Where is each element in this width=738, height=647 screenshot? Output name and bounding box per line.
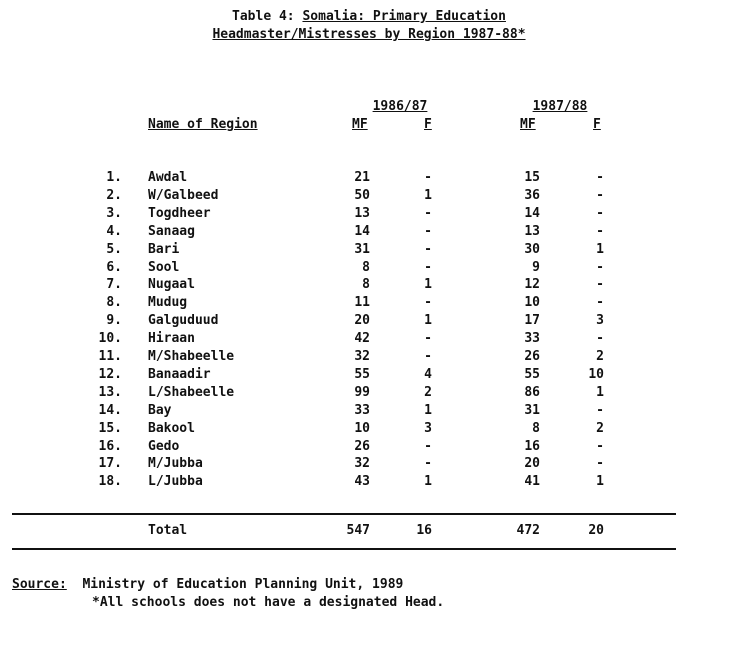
year-header-1986-87: 1986/87 <box>372 99 428 114</box>
table-row <box>0 367 738 385</box>
mf-1986-value: 11 <box>354 295 370 311</box>
f-1986-value: 4 <box>424 366 432 382</box>
row-number: 17. <box>98 456 122 472</box>
region-name: M/Shabeelle <box>148 349 235 364</box>
mf-1986-value: 13 <box>354 205 370 221</box>
mf-1986-value: 31 <box>354 241 370 257</box>
f-1987-value: - <box>596 277 604 293</box>
f-1987-value: - <box>596 205 604 221</box>
mf-1986-value: 33 <box>354 402 370 418</box>
f-1986-value: 1 <box>424 474 432 490</box>
mf-1987-value: 33 <box>524 331 540 347</box>
year-header-1987-88: 1987/88 <box>532 99 588 114</box>
row-number: 6. <box>106 259 122 275</box>
table-row <box>0 474 738 492</box>
region-name: Awdal <box>148 170 188 185</box>
mf-1987-value: 41 <box>524 474 540 490</box>
mf-1987-value: 8 <box>532 420 540 436</box>
mf-1987-value: 9 <box>532 259 540 275</box>
total-bottom-rule <box>12 548 676 550</box>
table-row <box>0 188 738 206</box>
f-1987-value: - <box>596 295 604 311</box>
mf-1986-value: 8 <box>362 277 370 293</box>
mf-1987-value: 86 <box>524 384 540 400</box>
f-1987-value: - <box>596 456 604 472</box>
region-name: W/Galbeed <box>148 187 219 203</box>
total-top-rule <box>12 513 676 515</box>
row-number: 4. <box>106 223 122 239</box>
f-1987-value: - <box>596 187 604 203</box>
mf-column-header-1987: MF <box>520 117 536 132</box>
row-number: 8. <box>106 295 122 311</box>
f-1986-value: - <box>424 349 432 364</box>
f-1986-value: - <box>424 205 432 221</box>
mf-1986-value: 10 <box>354 420 370 436</box>
f-1986-value: - <box>424 295 432 311</box>
table-row <box>0 206 738 224</box>
table-row <box>0 242 738 260</box>
table-row <box>0 277 738 295</box>
region-name: Banaadir <box>148 366 211 382</box>
mf-1986-value: 42 <box>354 331 370 347</box>
region-name: Sool <box>148 259 180 275</box>
f-1987-value: 1 <box>596 384 604 400</box>
f-1986-value: 1 <box>424 187 432 203</box>
mf-1987-value: 13 <box>524 223 540 239</box>
table-row <box>0 313 738 331</box>
f-1987-value: - <box>596 331 604 347</box>
table-row <box>0 349 738 367</box>
f-1986-value: 3 <box>424 420 432 436</box>
region-name: Galguduud <box>148 313 219 329</box>
mf-1987-value: 20 <box>524 456 540 472</box>
row-number: 16. <box>98 438 122 454</box>
row-number: 12. <box>98 366 122 382</box>
total-f-1986: 16 <box>416 523 432 538</box>
total-mf-1987: 472 <box>516 523 540 538</box>
mf-1986-value: 32 <box>354 456 370 472</box>
total-row <box>0 523 738 541</box>
f-1987-value: - <box>596 402 604 418</box>
region-name: Togdheer <box>148 205 211 221</box>
mf-1986-value: 14 <box>354 223 370 239</box>
table-number: Table 4: <box>232 9 295 24</box>
f-1987-value: 3 <box>596 313 604 329</box>
mf-1986-value: 20 <box>354 313 370 329</box>
mf-1986-value: 21 <box>354 170 370 185</box>
region-name: Bari <box>148 241 180 257</box>
total-mf-1986: 547 <box>346 523 370 538</box>
f-1986-value: 1 <box>424 313 432 329</box>
source-text: Ministry of Education Planning Unit, 1989 <box>82 577 404 592</box>
f-1987-value: 1 <box>596 241 604 257</box>
row-number: 9. <box>106 313 122 329</box>
row-number: 13. <box>98 384 122 400</box>
total-label: Total <box>148 523 188 538</box>
mf-1987-value: 30 <box>524 241 540 257</box>
table-title <box>0 9 738 24</box>
table-title-subject: Somalia: Primary Education <box>302 9 506 24</box>
footnote: *All schools does not have a designated Head. <box>92 595 445 610</box>
row-number: 5. <box>106 241 122 257</box>
mf-1987-value: 12 <box>524 277 540 293</box>
region-name: Mudug <box>148 295 188 311</box>
region-name: Sanaag <box>148 223 195 239</box>
mf-1986-value: 50 <box>354 187 370 203</box>
mf-1987-value: 16 <box>524 438 540 454</box>
f-1987-value: 1 <box>596 474 604 490</box>
mf-1987-value: 55 <box>524 366 540 382</box>
f-1986-value: - <box>424 170 432 185</box>
row-number: 7. <box>106 277 122 293</box>
f-1987-value: - <box>596 438 604 454</box>
mf-1987-value: 31 <box>524 402 540 418</box>
mf-1987-value: 10 <box>524 295 540 311</box>
table-row <box>0 421 738 439</box>
f-1986-value: 1 <box>424 402 432 418</box>
mf-1986-value: 32 <box>354 349 370 364</box>
region-column-header: Name of Region <box>148 117 258 132</box>
mf-1986-value: 43 <box>354 474 370 490</box>
f-1986-value: 2 <box>424 384 432 400</box>
f-1986-value: - <box>424 259 432 275</box>
source-label: Source: <box>12 577 67 592</box>
f-1986-value: 1 <box>424 277 432 293</box>
row-number: 1. <box>106 170 122 185</box>
table-row <box>0 403 738 421</box>
mf-1986-value: 26 <box>354 438 370 454</box>
region-name: M/Jubba <box>148 456 203 472</box>
row-number: 11. <box>98 349 122 364</box>
table-row <box>0 170 738 188</box>
row-number: 15. <box>98 420 122 436</box>
mf-1986-value: 55 <box>354 366 370 382</box>
mf-1987-value: 26 <box>524 349 540 364</box>
source-note <box>12 577 403 592</box>
row-number: 18. <box>98 474 122 490</box>
f-column-header-1987: F <box>593 117 601 132</box>
mf-column-header-1986: MF <box>352 117 368 132</box>
table-subtitle: Headmaster/Mistresses by Region 1987-88* <box>212 27 526 42</box>
mf-1987-value: 36 <box>524 187 540 203</box>
table-row <box>0 456 738 474</box>
total-f-1987: 20 <box>588 523 604 538</box>
f-1986-value: - <box>424 241 432 257</box>
table-row <box>0 385 738 403</box>
f-column-header-1986: F <box>424 117 432 132</box>
f-1987-value: - <box>596 223 604 239</box>
f-1986-value: - <box>424 456 432 472</box>
region-name: Nugaal <box>148 277 195 293</box>
table-row <box>0 295 738 313</box>
f-1987-value: - <box>596 170 604 185</box>
mf-1987-value: 14 <box>524 205 540 221</box>
mf-1987-value: 15 <box>524 170 540 185</box>
f-1987-value: 2 <box>596 349 604 364</box>
region-name: Bakool <box>148 420 195 436</box>
region-name: L/Jubba <box>148 474 203 490</box>
f-1987-value: 10 <box>588 366 604 382</box>
row-number: 10. <box>98 331 122 347</box>
f-1987-value: - <box>596 259 604 275</box>
row-number: 3. <box>106 205 122 221</box>
f-1986-value: - <box>424 331 432 347</box>
table-row <box>0 439 738 457</box>
row-number: 2. <box>106 187 122 203</box>
f-1986-value: - <box>424 438 432 454</box>
f-1987-value: 2 <box>596 420 604 436</box>
region-name: L/Shabeelle <box>148 384 235 400</box>
table-row <box>0 331 738 349</box>
table-row <box>0 224 738 242</box>
f-1986-value: - <box>424 223 432 239</box>
mf-1986-value: 8 <box>362 259 370 275</box>
table-row <box>0 260 738 278</box>
mf-1987-value: 17 <box>524 313 540 329</box>
region-name: Hiraan <box>148 331 195 347</box>
region-name: Gedo <box>148 438 180 454</box>
row-number: 14. <box>98 402 122 418</box>
mf-1986-value: 99 <box>354 384 370 400</box>
region-name: Bay <box>148 402 172 418</box>
